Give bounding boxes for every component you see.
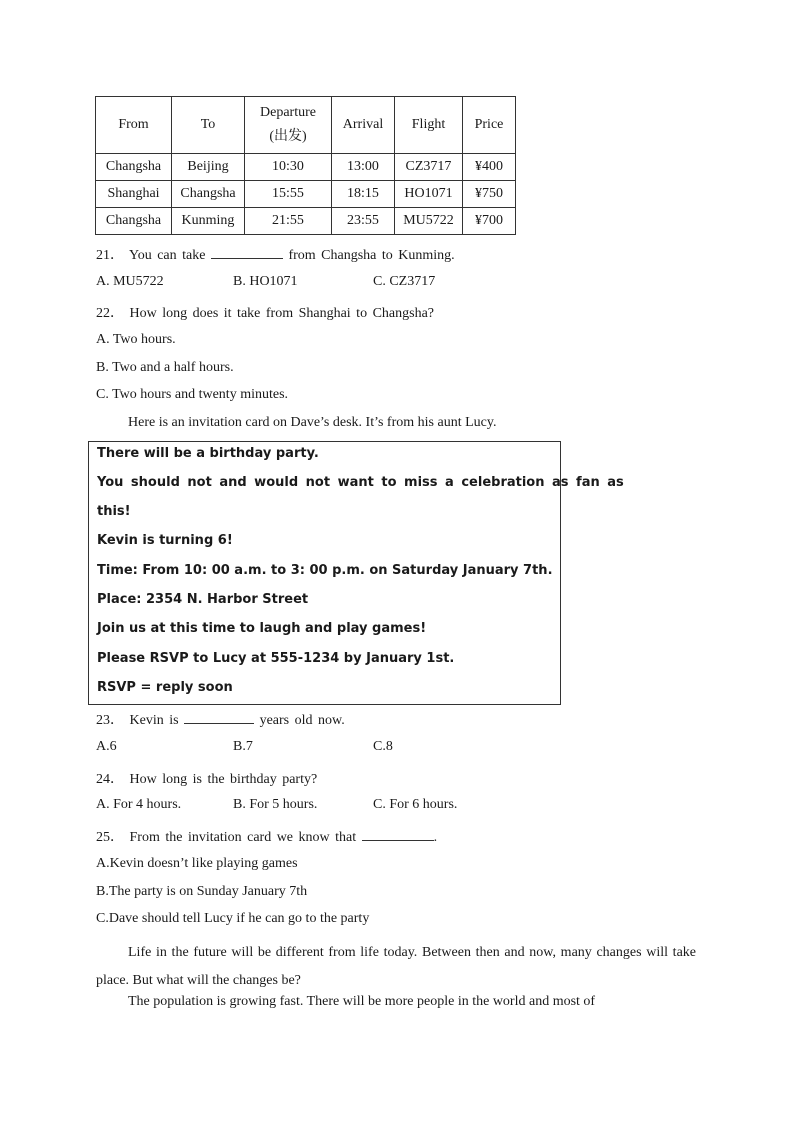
answer-blank <box>184 711 254 724</box>
cell-price: ¥750 <box>463 181 516 208</box>
table-row <box>96 181 516 208</box>
cell-flight: CZ3717 <box>395 154 463 181</box>
question-23-suffix: years old now. <box>259 713 345 728</box>
passage-paragraph-1: Life in the future will be different from life today. Between then and now, many changes will take place. But what will the changes be? <box>96 945 696 988</box>
cell-from: Shanghai <box>96 181 172 208</box>
option-25-b: B.The party is on Sunday January 7th <box>96 884 308 899</box>
cell-from: Changsha <box>96 154 172 181</box>
card-line: this! <box>97 504 131 519</box>
card-line: Please RSVP to Lucy at 555-1234 by January 1st. <box>97 651 455 666</box>
card-line: RSVP = reply soon <box>97 680 233 695</box>
header-price: Price <box>463 97 516 154</box>
question-21 <box>96 244 455 264</box>
card-line: There will be a birthday party. <box>97 446 319 461</box>
question-22: 22． How long does it take from Shanghai to Changsha? <box>96 306 435 321</box>
question-21-prefix: 21． You can take <box>96 248 206 263</box>
cell-arrival: 13:00 <box>332 154 395 181</box>
cell-departure: 10:30 <box>245 154 332 181</box>
question-21-suffix: from Changsha to Kunming. <box>288 248 455 263</box>
question-25-suffix: . <box>433 830 438 845</box>
cell-to: Beijing <box>172 154 245 181</box>
cell-departure: 21:55 <box>245 208 332 235</box>
option-22-b: B. Two and a half hours. <box>96 360 234 375</box>
option-24-c: C. For 6 hours. <box>373 797 458 812</box>
option-24-a: A. For 4 hours. <box>96 797 182 812</box>
option-23-a: A.6 <box>96 739 117 754</box>
header-arrival: Arrival <box>332 97 395 154</box>
option-22-a: A. Two hours. <box>96 332 176 347</box>
table-row <box>96 154 516 181</box>
table-header-row <box>96 97 516 154</box>
question-23-prefix: 23． Kevin is <box>96 713 179 728</box>
flight-table <box>95 96 516 235</box>
header-departure-label: Departure <box>260 105 316 120</box>
option-21-a: A. MU5722 <box>96 274 164 289</box>
cell-flight: HO1071 <box>395 181 463 208</box>
cell-to: Kunming <box>172 208 245 235</box>
question-25 <box>96 826 437 846</box>
cell-price: ¥400 <box>463 154 516 181</box>
passage-paragraph-2: The population is growing fast. There will be more people in the world and most of <box>128 994 596 1009</box>
invitation-intro: Here is an invitation card on Dave’s desk. It’s from his aunt Lucy. <box>128 415 497 430</box>
header-departure-chinese: (出发) <box>269 129 307 144</box>
option-25-a: A.Kevin doesn’t like playing games <box>96 856 298 871</box>
cell-from: Changsha <box>96 208 172 235</box>
card-line: Place: 2354 N. Harbor Street <box>97 592 309 607</box>
header-flight: Flight <box>395 97 463 154</box>
invitation-card <box>88 441 624 705</box>
cell-price: ¥700 <box>463 208 516 235</box>
option-25-c: C.Dave should tell Lucy if he can go to the party <box>96 911 370 926</box>
question-24: 24． How long is the birthday party? <box>96 772 318 787</box>
option-23-b: B.7 <box>233 739 253 754</box>
header-from: From <box>96 97 172 154</box>
option-24-b: B. For 5 hours. <box>233 797 318 812</box>
card-line: You should not and would not want to miss a celebration as fan as <box>97 475 624 490</box>
option-23-c: C.8 <box>373 739 393 754</box>
header-to: To <box>172 97 245 154</box>
cell-departure: 15:55 <box>245 181 332 208</box>
option-21-b: B. HO1071 <box>233 274 298 289</box>
cell-arrival: 18:15 <box>332 181 395 208</box>
card-line: Time: From 10: 00 a.m. to 3: 00 p.m. on Saturday January 7th. <box>97 563 553 578</box>
question-25-prefix: 25． From the invitation card we know that <box>96 830 357 845</box>
answer-blank <box>362 828 434 841</box>
table-row <box>96 208 516 235</box>
card-line: Join us at this time to laugh and play games! <box>97 621 427 636</box>
cell-flight: MU5722 <box>395 208 463 235</box>
header-departure <box>245 97 332 154</box>
option-22-c: C. Two hours and twenty minutes. <box>96 387 289 402</box>
cell-to: Changsha <box>172 181 245 208</box>
question-23 <box>96 709 345 729</box>
card-line: Kevin is turning 6! <box>97 533 233 548</box>
answer-blank <box>211 246 283 259</box>
option-21-c: C. CZ3717 <box>373 274 436 289</box>
cell-arrival: 23:55 <box>332 208 395 235</box>
